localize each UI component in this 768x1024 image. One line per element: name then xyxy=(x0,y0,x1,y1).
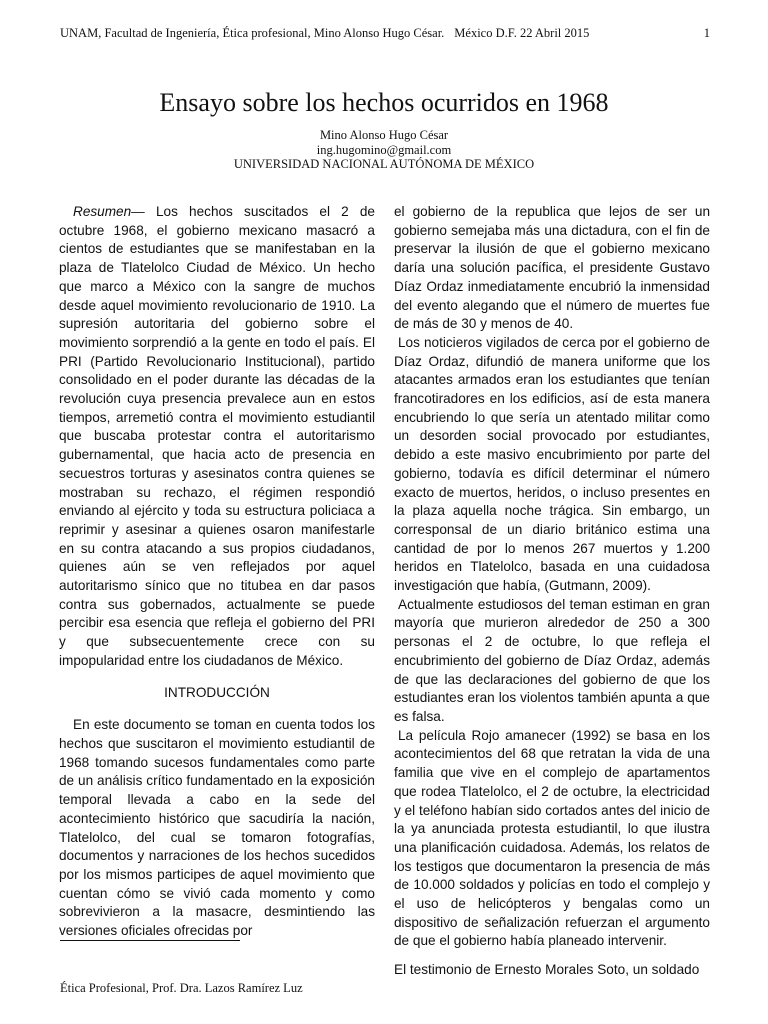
body-paragraph-4: La película Rojo amanecer (1992) se basa en los acontecimientos del 68 que retratan la vida de una familia que vive en el complejo de apartamentos que rodea Tlatelolco, el 2 de octubre, la electricidad y el teléfono habían sido cortados antes del inicio de la ya anunciada protesta estudiantil, lo que ilustra una planificación cuidadosa. Además, los relatos de los testigos que documentaron la presencia de más de 10.000 soldados y policías en todo el complejo y el uso de helicópteros y bengalas como un dispositivo de señalización refuerzan el argumento de que el gobierno había planeado intervenir. xyxy=(394,727,710,949)
running-header xyxy=(60,26,710,41)
body-paragraph-3: Actualmente estudiosos del teman estiman en gran mayoría que murieron alrededor de 250 a 300 personas el 2 de octubre, lo que refleja el encubrimiento del gobierno de Díaz Ordaz, además de que las declaraciones del gobierno de que los estudiantes eran los violentos también apunta a que es falsa. xyxy=(394,596,710,724)
footnote-rule xyxy=(60,940,240,941)
header-text: UNAM, Facultad de Ingeniería, Ética profesional, Mino Alonso Hugo César. xyxy=(60,26,445,40)
author-name: Mino Alonso Hugo César xyxy=(319,128,449,142)
introduction-paragraph: En este documento se toman en cuenta todos los hechos que suscitaron el movimiento estudiantil de 1968 tomando sucesos fundamentales como parte de un análisis crítico fundamentado en la exposición temporal llevada a cabo en la sede del acontecimiento histórico que sacudiría la nación, Tlatelolco, del cual se tomaron fotografías, documentos y narraciones de los hechos sucedidos por los mismos participes de aquel movimiento que cuentan cómo se vivió cada momento y como sobrevivieron a la masacre, desmintiendo las versiones oficiales ofrecidas por xyxy=(59,717,375,939)
author-block xyxy=(0,128,768,172)
left-column xyxy=(59,203,375,941)
abstract xyxy=(59,203,375,671)
abstract-text: Los hechos suscitados el 2 de octubre 1968, el gobierno mexicano masacró a cientos de estudiantes que se manifestaban en la plaza de Tlatelolco Ciudad de México. Un hecho que marco a México con la sangre de muchos desde aquel movimiento revolucionario de 1910. La supresión autoritaria del gobierno sobre el movimiento sorprendió a la gente en todo el país. El PRI (Partido Revolucionario Institucional), partido consolidado en el poder durante las décadas de la revolución cuya presencia prevalece aun en estos tiempos, arremetió contra el movimiento estudiantil que buscaba protestar contra el autoritarismo gubernamental, que hacia acto de presencia en secuestros torturas y asesinatos contra quienes se mostraban su rechazo, el régimen respondió enviando al ejército y toda su estructura policiaca a reprimir y asesinar a quienes osaron manifestarle en su contra atacando a sus propios ciudadanos, quienes aún se ven reflejados por aquel autoritarismo sínico que no titubea en dar pasos contra sus gobernados, actualmente se puede percibir esa esencia que refleja el gobierno del PRI y que subsecuentemente crece con su impopularidad entre los ciudadanos de México. xyxy=(59,204,375,668)
header-place-date: México D.F. 22 Abril 2015 xyxy=(454,26,590,40)
right-column xyxy=(394,203,710,980)
page-number: 1 xyxy=(703,26,710,40)
section-heading-introduction: INTRODUCCIÓN xyxy=(164,684,270,700)
running-footer: Ética Profesional, Prof. Dra. Lazos Ramírez Luz xyxy=(60,981,303,995)
author-affiliation: UNIVERSIDAD NACIONAL AUTÓNOMA DE MÉXICO xyxy=(233,157,535,171)
paper-title: Ensayo sobre los hechos ocurridos en 1968 xyxy=(159,88,609,117)
body-paragraph-1: el gobierno de la republica que lejos de ser un gobierno semejaba más una dictadura, con el fin de preservar la ilusión de que el gobierno mexicano daría una solución pacífica, el presidente Gustavo Díaz Ordaz inmediatamente encubrió la inmensidad del evento alegando que el número de muertes fue de más de 30 y menos de 40. xyxy=(394,204,710,332)
header-left xyxy=(60,26,589,41)
body-paragraph-2: Los noticieros vigilados de cerca por el gobierno de Díaz Ordaz, difundió de manera uniforme que los atacantes armados eran los estudiantes que tenían francotiradores en los edificios, así de esta manera encubriendo lo que sería un atentado militar como un desorden social provocado por estudiantes, debido a este masivo encubrimiento por parte del gobierno, todavía es difícil determinar el número exacto de muertos, heridos, o incluso presentes en la plaza aquella noche trágica. Sin embargo, un corresponsal de un diario británico estima una cantidad de por lo menos 267 muertos y 1.200 heridos en Tlatelolco, basada en una cuidadosa investigación que había, (Gutmann, 2009). xyxy=(394,334,710,594)
body-paragraph-5: El testimonio de Ernesto Morales Soto, un soldado xyxy=(394,962,700,978)
abstract-label: Resumen— xyxy=(73,204,145,219)
author-email: ing.hugomino@gmail.com xyxy=(316,142,452,157)
